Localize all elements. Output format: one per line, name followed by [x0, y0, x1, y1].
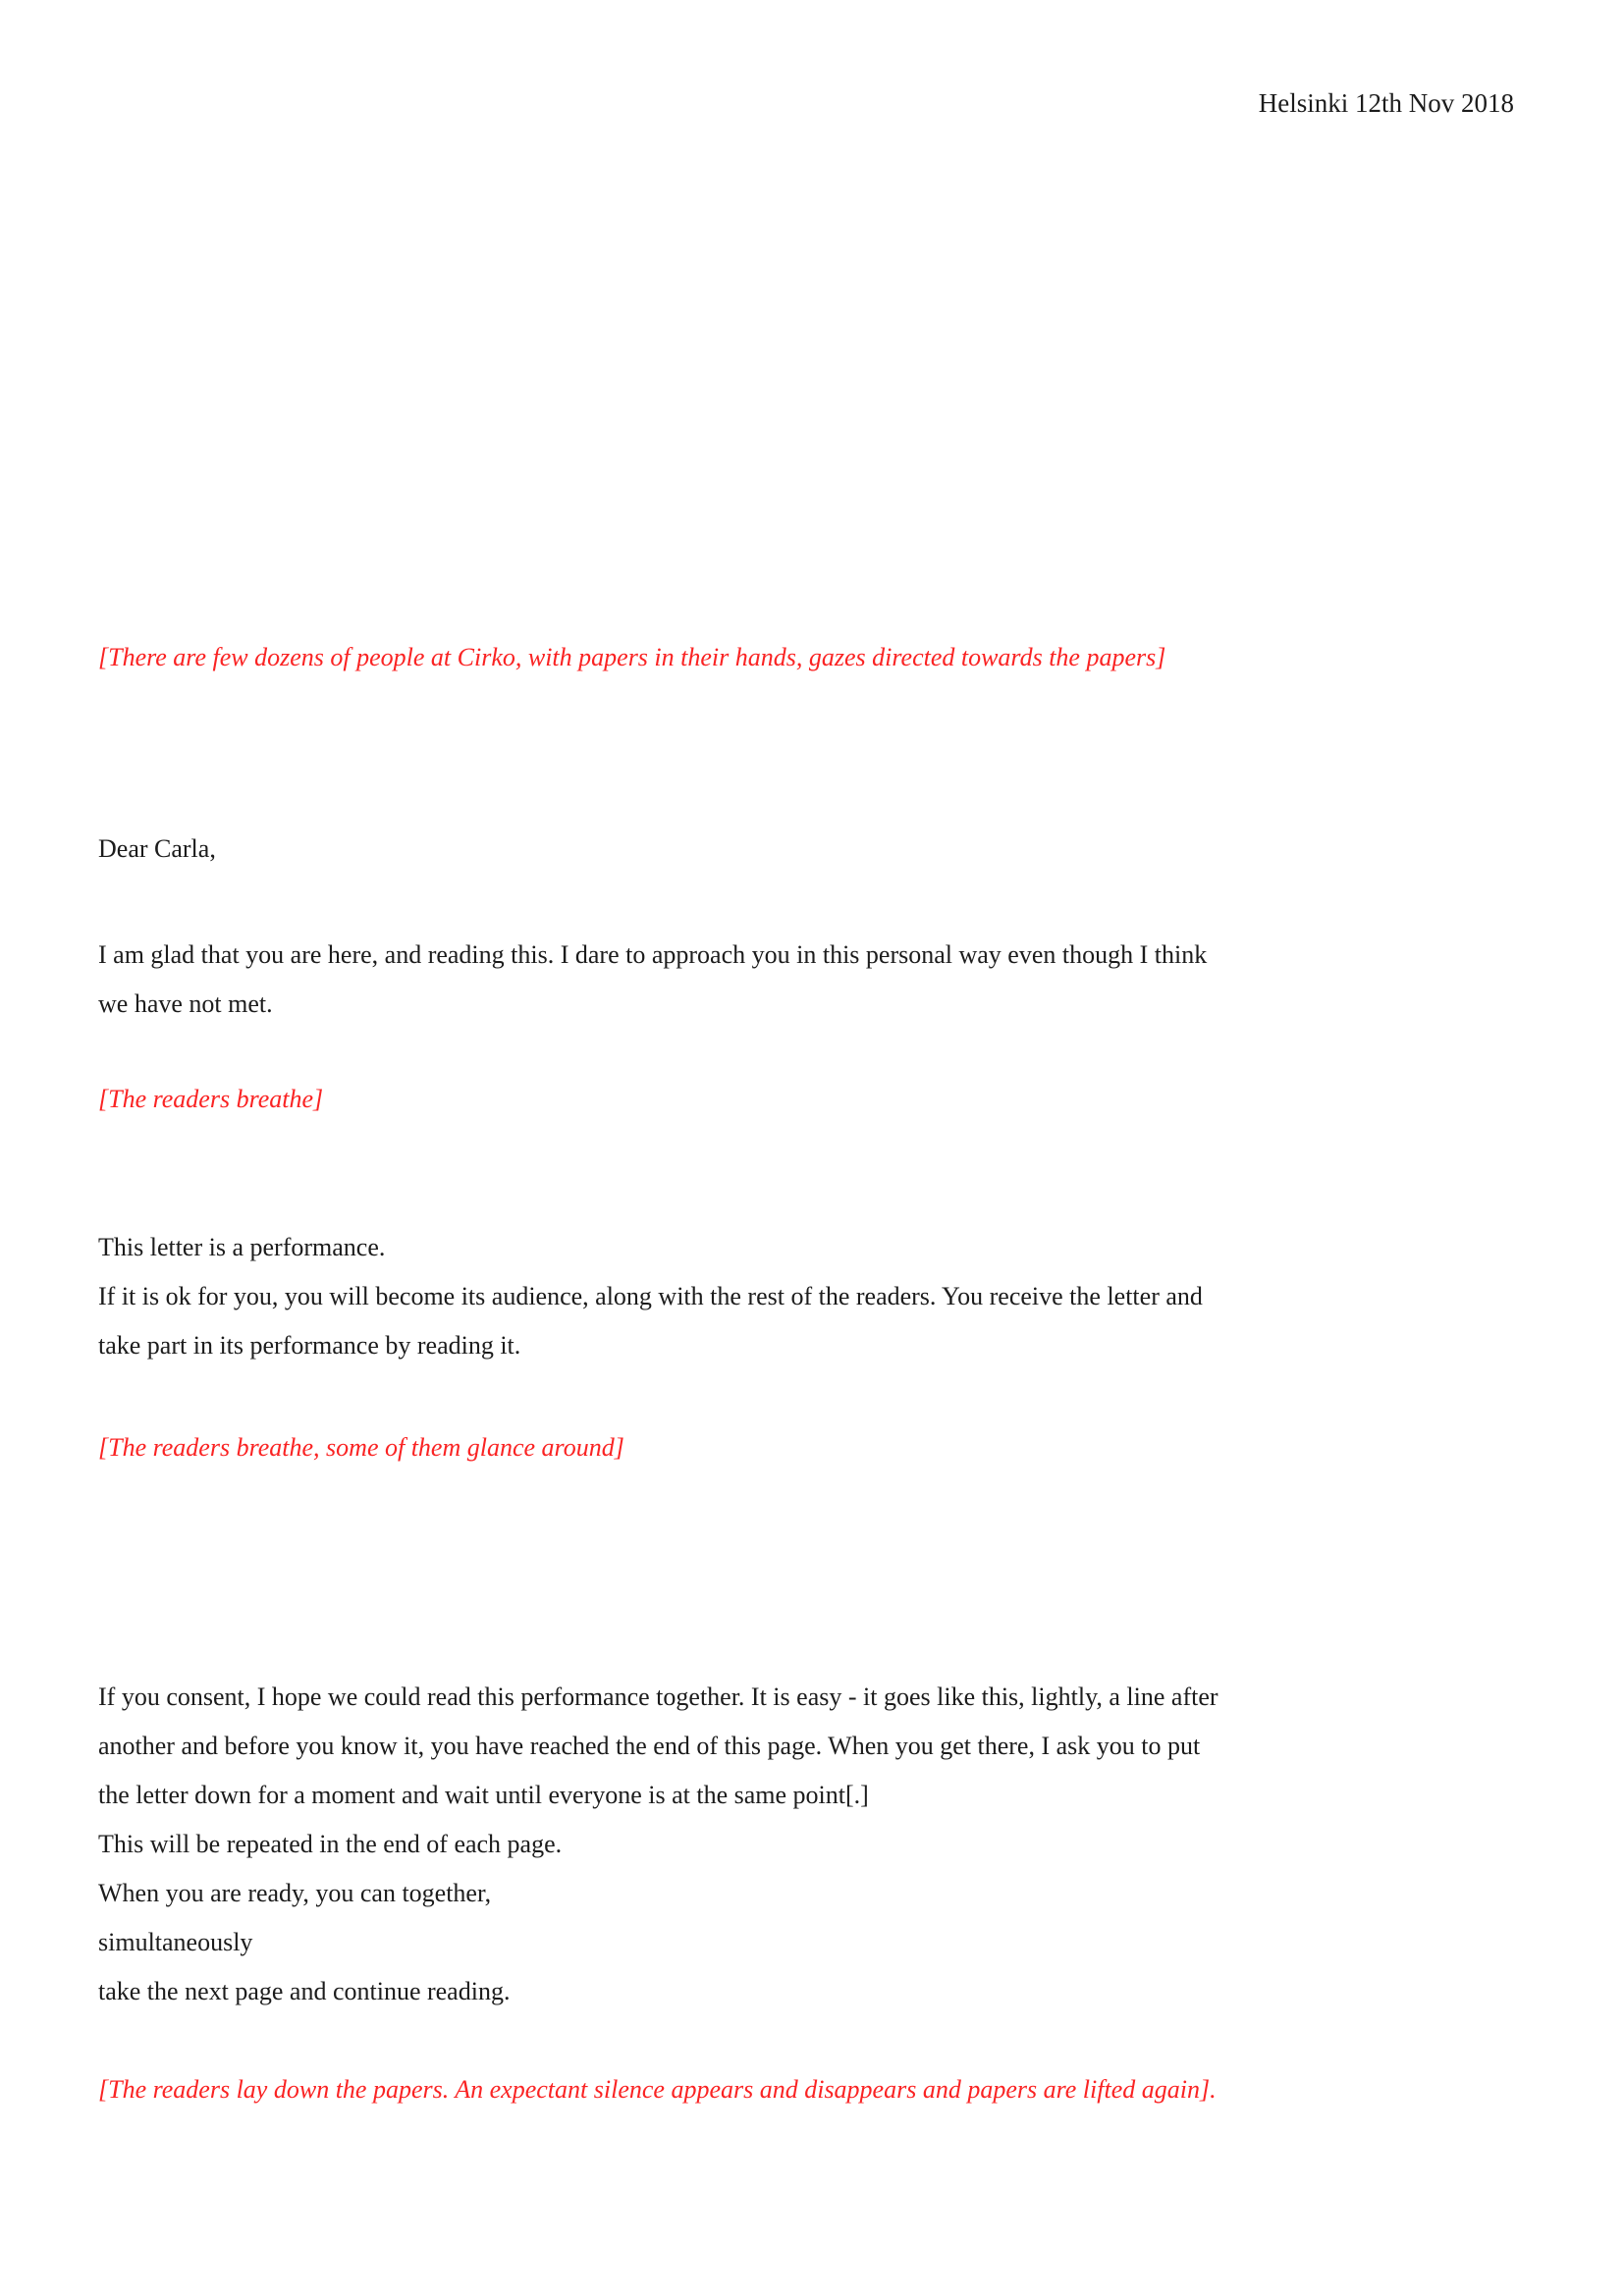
paragraph-line: If it is ok for you, you will become its audience, along with the rest of the readers. You receive the letter and [98, 1282, 1203, 1310]
stage-direction-text: [The readers breathe, some of them glance around] [98, 1433, 624, 1462]
stage-direction-text: [The readers lay down the papers. An expectant silence appears and disappears and papers are lifted again]. [98, 2075, 1217, 2104]
salutation [98, 825, 1526, 874]
paragraph-line: simultaneously [98, 1928, 253, 1956]
paragraph-line: we have not met. [98, 989, 273, 1018]
paragraph-line: take part in its performance by reading it. [98, 1331, 521, 1360]
paragraph-line: This will be repeated in the end of each page. [98, 1830, 563, 1858]
stage-direction-4 [98, 2065, 1526, 2114]
stage-direction-3 [98, 1423, 1526, 1472]
paragraph-line: If you consent, I hope we could read this performance together. It is easy - it goes like this, lightly, a line after [98, 1682, 1218, 1711]
stage-direction-text: [The readers breathe] [98, 1085, 324, 1113]
stage-direction-1 [98, 633, 1526, 682]
paragraph-line: I am glad that you are here, and reading this. I dare to approach you in this personal way even though I think [98, 940, 1208, 969]
paragraph-line: This letter is a performance. [98, 1233, 386, 1261]
stage-direction-text: [There are few dozens of people at Cirko, with papers in their hands, gazes directed towards the papers] [98, 643, 1166, 671]
stage-direction-2 [98, 1075, 1526, 1124]
paragraph-line: another and before you know it, you have reached the end of this page. When you get there, I ask you to put [98, 1732, 1201, 1760]
paragraph-line: take the next page and continue reading. [98, 1977, 511, 2005]
paragraph-3 [98, 1673, 1526, 2016]
salutation-text: Dear Carla, [98, 834, 216, 863]
paragraph-line: When you are ready, you can together, [98, 1879, 492, 1907]
paragraph-1 [98, 931, 1526, 1029]
paragraph-line: the letter down for a moment and wait until everyone is at the same point[.] [98, 1781, 869, 1809]
paragraph-2 [98, 1223, 1526, 1370]
date-line: Helsinki 12th Nov 2018 [1258, 88, 1514, 118]
